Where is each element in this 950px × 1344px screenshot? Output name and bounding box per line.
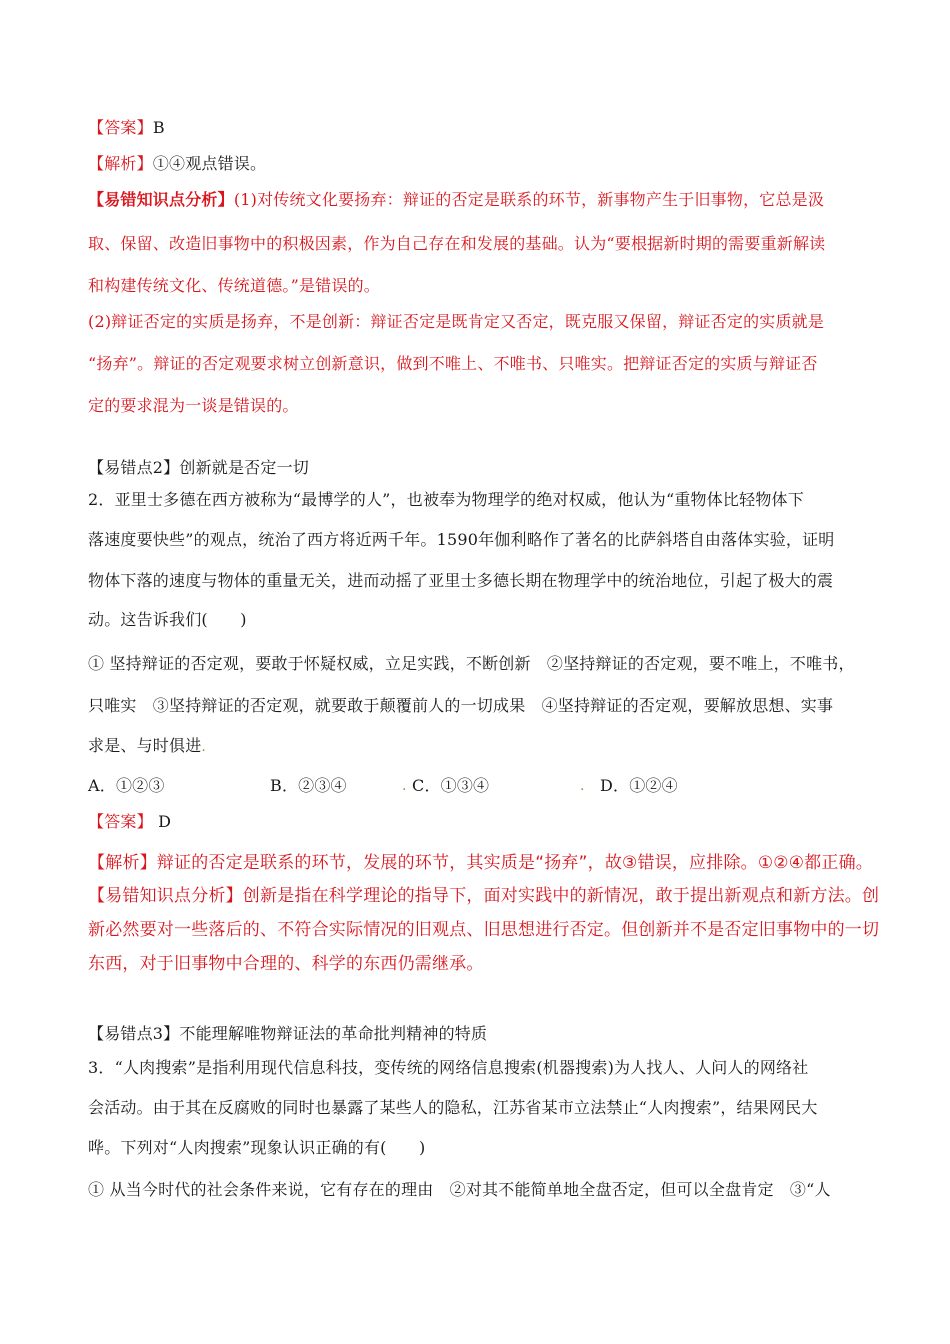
answer-value-2: D xyxy=(158,812,172,831)
options-3-line-1: ① 从当今时代的社会条件来说，它有存在的理由 ②对其不能简单地全盘否定，但可以全盘肯定 ③“人 xyxy=(88,1180,831,1199)
analysis-label: 【解析】 xyxy=(88,154,153,173)
section-heading-2: 【易错点2】创新就是否定一切 xyxy=(88,458,309,477)
analysis-2-line-3: 新必然要对一些落后的、不符合实际情况的旧观点、旧思想进行否定。但创新并不是否定旧事物中的一切 xyxy=(88,920,880,940)
analysis-line xyxy=(88,154,266,174)
options-2-line-2: 只唯实 ③坚持辩证的否定观，就要敢于颠覆前人的一切成果 ④坚持辩证的否定观，要解放思想、实事 xyxy=(88,696,834,715)
dot-marker: . xyxy=(201,739,207,755)
question-3-line-1: 3．“人肉搜索”是指利用现代信息科技，变传统的网络信息搜索(机器搜索)为人找人、人问人的网络社 xyxy=(88,1058,809,1077)
question-2-line-1: 2．亚里士多德在西方被称为“最博学的人”，也被奉为物理学的绝对权威，他认为“重物体比轻物体下 xyxy=(88,490,804,509)
knowledge-line-6: 定的要求混为一谈是错误的。 xyxy=(88,396,299,415)
knowledge-text-1: (1)对传统文化要扬弃：辩证的否定是联系的环节，新事物产生于旧事物，它总是汲 xyxy=(233,190,825,209)
section-heading-3: 【易错点3】不能理解唯物辩证法的革命批判精神的特质 xyxy=(88,1024,488,1043)
knowledge-line-5: “扬弃”。辩证的否定观要求树立创新意识，做到不唯上、不唯书、只唯实。把辩证否定的实质与辩证否 xyxy=(88,354,818,373)
analysis-2-line-1: 【解析】辩证的否定是联系的环节，发展的环节，其实质是“扬弃”，故③错误，应排除。①②④都正确。 xyxy=(88,853,873,873)
answer-line-2 xyxy=(88,812,171,832)
dot-marker: . xyxy=(402,778,407,794)
knowledge-line-2: 取、保留、改造旧事物中的积极因素，作为自己存在和发展的基础。认为“要根据新时期的需要重新解读 xyxy=(88,234,826,253)
analysis-2-line-2: 【易错知识点分析】创新是指在科学理论的指导下，面对实践中的新情况，敢于提出新观点和新方法。创 xyxy=(88,886,880,906)
knowledge-line-4: (2)辩证否定的实质是扬弃，不是创新：辩证否定是既肯定又否定，既克服又保留，辩证否定的实质就是 xyxy=(88,312,825,331)
question-3-line-3: 哗。下列对“人肉搜索”现象认识正确的有( ) xyxy=(88,1138,426,1157)
choice-d: D．①②④ xyxy=(600,776,678,795)
analysis-text: ①④观点错误。 xyxy=(152,154,267,173)
options-2-line-1: ① 坚持辩证的否定观，要敢于怀疑权威，立足实践，不断创新 ②坚持辩证的否定观，要不唯上，不唯书， xyxy=(88,654,855,673)
options-2-line-3-text: 求是、与时俱进 xyxy=(88,736,202,755)
choice-a: A．①②③ xyxy=(88,776,165,795)
options-2-line-3 xyxy=(88,736,206,757)
dot-marker: . xyxy=(580,778,585,794)
answer-label-2: 【答案】 xyxy=(88,812,153,831)
question-2-line-4: 动。这告诉我们( ) xyxy=(88,610,247,629)
answer-label: 【答案】 xyxy=(88,118,153,137)
analysis-2-line-4: 东西，对于旧事物中合理的、科学的东西仍需继承。 xyxy=(88,954,484,974)
answer-value: B xyxy=(152,118,165,137)
answer-line xyxy=(88,118,165,138)
choice-b: B．②③④ xyxy=(270,776,347,795)
question-2-line-3: 物体下落的速度与物体的重量无关，进而动摇了亚里士多德长期在物理学中的统治地位，引起了极大的震 xyxy=(88,571,834,590)
knowledge-label: 【易错知识点分析】 xyxy=(88,190,234,209)
question-2-line-2: 落速度要快些”的观点，统治了西方将近两千年。1590年伽利略作了著名的比萨斜塔自由落体实验，证明 xyxy=(88,530,835,549)
knowledge-line-3: 和构建传统文化、传统道德。”是错误的。 xyxy=(88,276,380,295)
knowledge-line-1 xyxy=(88,190,824,210)
question-3-line-2: 会活动。由于其在反腐败的同时也暴露了某些人的隐私，江苏省某市立法禁止“人肉搜索”，结果网民大 xyxy=(88,1098,818,1117)
choice-c: C．①③④ xyxy=(412,776,490,795)
